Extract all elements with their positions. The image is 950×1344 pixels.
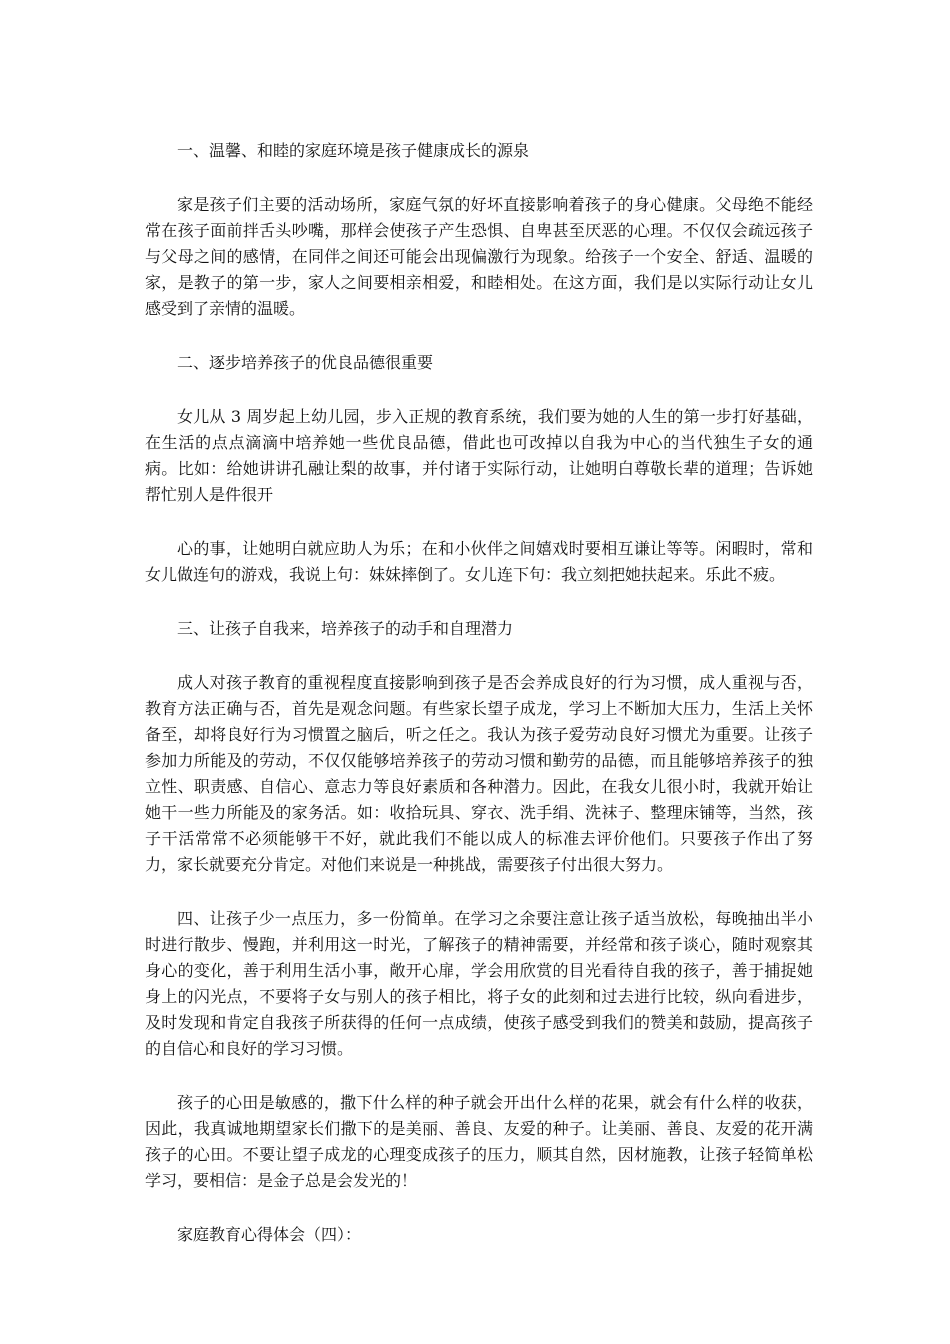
section-heading-part-four: 家庭教育心得体会（四）： — [177, 1225, 362, 1244]
document-body — [145, 138, 813, 1248]
section-heading-2: 二、逐步培养孩子的优良品德很重要 — [177, 353, 434, 372]
paragraph-less-pressure: 四、让孩子少一点压力，多一份简单。在学习之余要注意让孩子适当放松，每晚抽出半小时进行散步、慢跑，并利用这一时光，了解孩子的精神需要，并经常和孩子谈心，随时观察其身心的变化，善于利用生活小事，敞开心扉，学会用欣赏的目光看待自我的孩子，善于捕捉她身上的闪光点，不要将子女与别人的孩子相比，将子女的此刻和过去进行比较，纵向看进步，及时发现和肯定自我孩子所获得的任何一点成绩，使孩子感受到我们的赞美和鼓励，提高孩子的自信心和良好的学习习惯。 — [145, 909, 813, 1058]
paragraph-conclusion: 孩子的心田是敏感的，撒下什么样的种子就会开出什么样的花果，就会有什么样的收获，因此，我真诚地期望家长们撒下的是美丽、善良、友爱的种子。让美丽、善良、友爱的花开满孩子的心田。不要让望子成龙的心理变成孩子的压力，顺其自然，因材施教，让孩子轻简单松学习，要相信：是金子总是会发光的！ — [145, 1093, 813, 1190]
paragraph-moral-character-continued: 心的事，让她明白就应助人为乐；在和小伙伴之间嬉戏时要相互谦让等等。闲暇时，常和女儿做连句的游戏，我说上句：妹妹摔倒了。女儿连下句：我立刻把她扶起来。乐此不疲。 — [145, 539, 813, 584]
section-heading-1: 一、温馨、和睦的家庭环境是孩子健康成长的源泉 — [177, 141, 530, 160]
paragraph-moral-character: 女儿从 3 周岁起上幼儿园，步入正规的教育系统，我们要为她的人生的第一步打好基础，在生活的点点滴滴中培养她一些优良品德，借此也可改掉以自我为中心的当代独生子女的通病。比如：给她讲讲孔融让梨的故事，并付诸于实际行动，让她明白尊敬长辈的道理；告诉她帮忙别人是件很开 — [145, 407, 813, 504]
paragraph-self-reliance: 成人对孩子教育的重视程度直接影响到孩子是否会养成良好的行为习惯，成人重视与否，教育方法正确与否，首先是观念问题。有些家长望子成龙，学习上不断加大压力，生活上关怀备至，却将良好行为习惯置之脑后，听之任之。我认为孩子爱劳动良好习惯尤为重要。让孩子参加力所能及的劳动，不仅仅能够培养孩子的劳动习惯和勤劳的品德，而且能够培养孩子的独立性、职责感、自信心、意志力等良好素质和各种潜力。因此，在我女儿很小时，我就开始让她干一些力所能及的家务活。如：收拾玩具、穿衣、洗手绢、洗袜子、整理床铺等，当然，孩子干活常常不必须能够干不好，就此我们不能以成人的标准去评价他们。只要孩子作出了努力，家长就要充分肯定。对他们来说是一种挑战，需要孩子付出很大努力。 — [145, 673, 813, 874]
paragraph-family-environment: 家是孩子们主要的活动场所，家庭气氛的好坏直接影响着孩子的身心健康。父母绝不能经常在孩子面前拌舌头吵嘴，那样会使孩子产生恐惧、自卑甚至厌恶的心理。不仅仅会疏远孩子与父母之间的感情，在同伴之间还可能会出现偏激行为现象。给孩子一个安全、舒适、温暖的家，是教子的第一步，家人之间要相亲相爱，和睦相处。在这方面，我们是以实际行动让女儿感受到了亲情的温暖。 — [145, 195, 813, 318]
section-heading-3: 三、让孩子自我来，培养孩子的动手和自理潜力 — [177, 619, 514, 638]
